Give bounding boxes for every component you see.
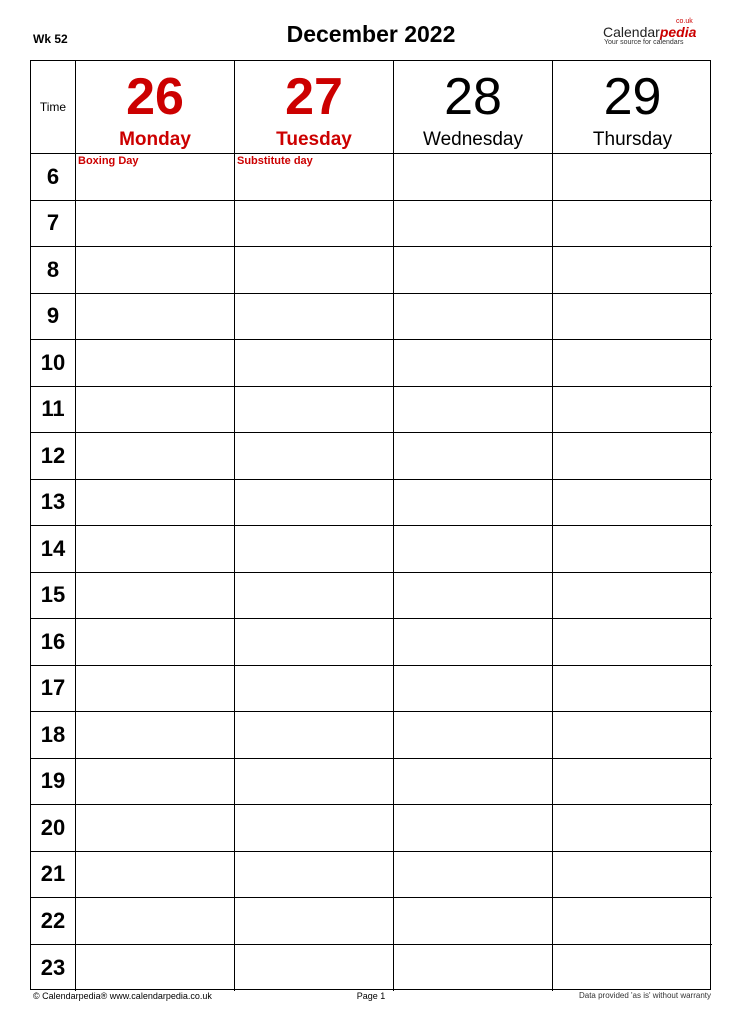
time-slot[interactable] <box>76 154 235 201</box>
time-slot[interactable] <box>553 759 712 806</box>
time-slot[interactable] <box>394 805 553 852</box>
holiday-note: Boxing Day <box>78 155 139 167</box>
day-number: 26 <box>126 68 184 126</box>
time-slot[interactable] <box>235 852 394 899</box>
hour-label: 8 <box>31 247 76 294</box>
time-slot[interactable] <box>235 898 394 945</box>
time-slot[interactable] <box>553 526 712 573</box>
time-slot[interactable] <box>553 294 712 341</box>
time-slot[interactable] <box>553 619 712 666</box>
time-slot[interactable] <box>235 619 394 666</box>
time-slot[interactable] <box>394 480 553 527</box>
time-slot[interactable] <box>76 759 235 806</box>
logo-wordmark <box>603 24 696 40</box>
time-slot[interactable] <box>235 805 394 852</box>
page-title: December 2022 <box>286 21 456 47</box>
time-slot[interactable] <box>235 573 394 620</box>
time-slot[interactable] <box>394 201 553 248</box>
calendarpedia-logo <box>603 20 715 50</box>
time-slot[interactable] <box>235 433 394 480</box>
time-slot[interactable] <box>76 573 235 620</box>
time-column-header: Time <box>31 61 76 154</box>
weekly-calendar-grid <box>30 60 711 990</box>
logo-domain: co.uk <box>676 18 693 25</box>
time-slot[interactable] <box>235 945 394 992</box>
time-slot[interactable] <box>235 666 394 713</box>
time-slot[interactable] <box>235 201 394 248</box>
time-slot[interactable] <box>76 852 235 899</box>
day-number: 27 <box>285 68 343 126</box>
hour-label: 22 <box>31 898 76 945</box>
time-slot[interactable] <box>235 387 394 434</box>
time-slot[interactable] <box>553 154 712 201</box>
hour-label: 20 <box>31 805 76 852</box>
time-slot[interactable] <box>394 294 553 341</box>
time-slot[interactable] <box>235 294 394 341</box>
time-slot[interactable] <box>76 805 235 852</box>
time-slot[interactable] <box>76 619 235 666</box>
time-slot[interactable] <box>553 340 712 387</box>
day-header-monday <box>76 61 235 154</box>
hour-label: 7 <box>31 201 76 248</box>
logo-tagline: Your source for calendars <box>604 39 684 46</box>
hour-label: 17 <box>31 666 76 713</box>
time-slot[interactable] <box>235 759 394 806</box>
hour-label: 6 <box>31 154 76 201</box>
time-slot[interactable] <box>235 480 394 527</box>
day-number: 29 <box>603 68 662 126</box>
hour-label: 14 <box>31 526 76 573</box>
time-slot[interactable] <box>394 945 553 992</box>
time-slot[interactable] <box>394 759 553 806</box>
time-slot[interactable] <box>553 805 712 852</box>
time-slot[interactable] <box>553 945 712 992</box>
hour-label: 10 <box>31 340 76 387</box>
time-slot[interactable] <box>394 898 553 945</box>
time-slot[interactable] <box>553 387 712 434</box>
time-slot[interactable] <box>394 247 553 294</box>
time-slot[interactable] <box>76 433 235 480</box>
time-slot[interactable] <box>235 526 394 573</box>
time-slot[interactable] <box>553 247 712 294</box>
time-slot[interactable] <box>553 480 712 527</box>
time-slot[interactable] <box>553 852 712 899</box>
time-slot[interactable] <box>394 154 553 201</box>
day-name: Wednesday <box>423 129 523 150</box>
time-slot[interactable] <box>235 247 394 294</box>
hour-label: 12 <box>31 433 76 480</box>
week-number: Wk 52 <box>33 32 68 46</box>
time-slot[interactable] <box>394 712 553 759</box>
time-slot[interactable] <box>553 898 712 945</box>
time-slot[interactable] <box>394 573 553 620</box>
time-slot[interactable] <box>76 247 235 294</box>
time-slot[interactable] <box>76 480 235 527</box>
time-slot[interactable] <box>394 526 553 573</box>
hour-label: 16 <box>31 619 76 666</box>
logo-brand-accent: pedia <box>659 24 697 40</box>
time-slot[interactable] <box>553 433 712 480</box>
hour-label: 9 <box>31 294 76 341</box>
hour-label: 19 <box>31 759 76 806</box>
holiday-note: Substitute day <box>237 155 313 167</box>
time-slot[interactable] <box>76 898 235 945</box>
time-slot[interactable] <box>394 340 553 387</box>
footer-disclaimer: Data provided 'as is' without warranty <box>578 991 711 1000</box>
time-slot[interactable] <box>76 526 235 573</box>
hour-label: 11 <box>31 387 76 434</box>
day-header-wednesday <box>394 61 553 154</box>
time-slot[interactable] <box>76 945 235 992</box>
time-slot[interactable] <box>394 387 553 434</box>
hour-label: 23 <box>31 945 76 992</box>
day-header-thursday <box>553 61 712 154</box>
day-name: Monday <box>119 129 191 150</box>
hour-label: 15 <box>31 573 76 620</box>
hour-label: 13 <box>31 480 76 527</box>
time-slot[interactable] <box>76 340 235 387</box>
time-slot[interactable] <box>76 666 235 713</box>
day-header-tuesday <box>235 61 394 154</box>
time-slot[interactable] <box>394 433 553 480</box>
footer-copyright: © Calendarpedia® www.calendarpedia.co.uk <box>33 991 212 1001</box>
time-slot[interactable] <box>235 340 394 387</box>
time-slot[interactable] <box>553 573 712 620</box>
time-slot[interactable] <box>76 712 235 759</box>
time-slot[interactable] <box>553 666 712 713</box>
time-slot[interactable] <box>76 387 235 434</box>
day-name: Thursday <box>592 129 673 150</box>
time-slot[interactable] <box>235 154 394 201</box>
footer-page-number: Page 1 <box>356 991 386 1001</box>
hour-label: 21 <box>31 852 76 899</box>
day-name: Tuesday <box>276 129 352 150</box>
hour-label: 18 <box>31 712 76 759</box>
time-slot[interactable] <box>76 294 235 341</box>
time-slot[interactable] <box>235 712 394 759</box>
time-slot[interactable] <box>553 201 712 248</box>
time-slot[interactable] <box>394 666 553 713</box>
logo-brand-main: Calendar <box>603 24 660 40</box>
day-number: 28 <box>444 68 502 126</box>
time-slot[interactable] <box>394 619 553 666</box>
time-slot[interactable] <box>553 712 712 759</box>
time-slot[interactable] <box>394 852 553 899</box>
time-slot[interactable] <box>76 201 235 248</box>
